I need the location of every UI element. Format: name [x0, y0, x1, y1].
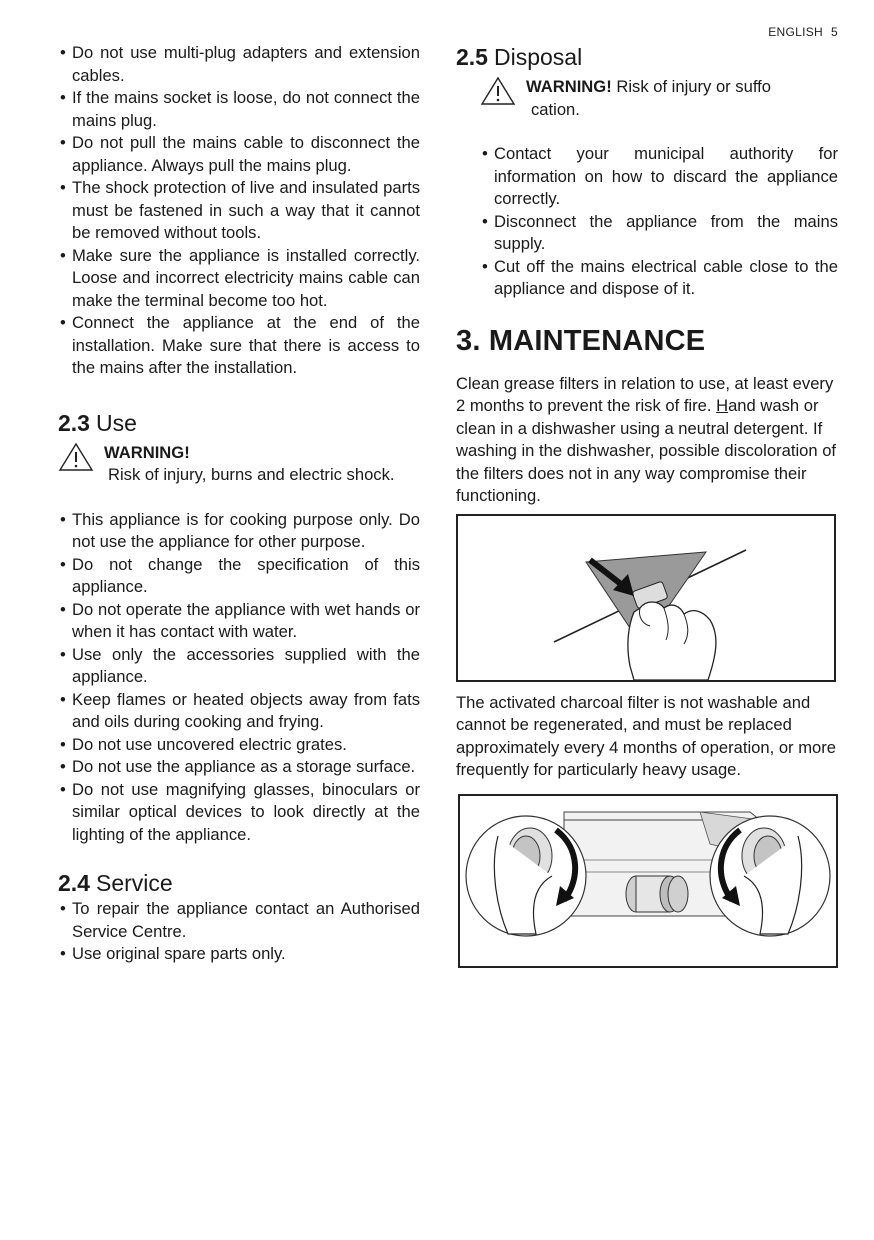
list-item: • Disconnect the appliance from the mains supply.	[480, 211, 838, 256]
list-item: • Keep flames or heated objects away from fats and oils during cooking and frying.	[58, 689, 420, 734]
header-language: ENGLISH	[768, 25, 824, 39]
charcoal-filter-illustration	[458, 794, 838, 968]
section-heading-disposal	[456, 42, 838, 72]
warning-label: WARNING!	[526, 77, 612, 96]
warning-triangle-icon	[58, 442, 94, 472]
list-item: • Do not use magnifying glasses, binoculars or similar optical devices to look directly at the lighting of the appliance.	[58, 779, 420, 847]
paragraph-text-underlined: H	[716, 396, 729, 415]
list-item: • Make sure the appliance is installed correctly. Loose and incorrect electricity mains cable can make the terminal become too hot.	[58, 245, 420, 313]
paragraph-text: and wash or clean in a dishwasher using a neutral detergent. If washing in the dishwasher, possible discoloration of the filters does not in any way compromise their functioning.	[456, 396, 837, 505]
section-heading-use	[58, 408, 420, 438]
disposal-bullet-list	[456, 143, 838, 301]
warning-text-continued: cation.	[531, 99, 580, 119]
grease-filter-illustration	[456, 514, 836, 682]
list-item: • Cut off the mains electrical cable close to the appliance and dispose of it.	[480, 256, 838, 301]
list-item: • Use only the accessories supplied with the appliance.	[58, 644, 420, 689]
list-item: • Connect the appliance at the end of the installation. Make sure that there is access to the mains after the installation.	[58, 312, 420, 380]
maintenance-paragraph-1	[456, 373, 838, 508]
list-item: • To repair the appliance contact an Authorised Service Centre.	[58, 898, 420, 943]
section-heading-service	[58, 868, 420, 898]
left-column	[58, 42, 420, 966]
section-number: 2.3	[58, 409, 90, 436]
warning-triangle-icon	[480, 76, 516, 106]
right-column	[456, 42, 838, 968]
warning-box-disposal	[456, 76, 838, 121]
list-item: • Use original spare parts only.	[58, 943, 420, 966]
warning-label: WARNING!	[104, 442, 190, 462]
grease-filter-removal-illustration-icon	[458, 516, 834, 680]
section-number: 2.4	[58, 870, 90, 896]
warning-text: Risk of injury, burns and electric shock.	[108, 465, 395, 484]
list-item: • Contact your municipal authority for information on how to discard the appliance correctly.	[480, 143, 838, 211]
list-item: • Do not use uncovered electric grates.	[58, 734, 420, 757]
paragraph-text: Clean grease filters in relation to use, at least every 2 months to prevent the risk of fire.	[456, 373, 834, 415]
warning-box-use	[58, 442, 420, 487]
use-bullet-list	[58, 509, 420, 847]
list-item: • Do not use multi-plug adapters and extension cables.	[58, 42, 420, 87]
list-item: • The shock protection of live and insulated parts must be fastened in such a way that it cannot be removed without tools.	[58, 177, 420, 245]
section-number: 2.5	[456, 44, 488, 70]
section-title: Service	[95, 870, 173, 896]
list-item: • If the mains socket is loose, do not connect the mains plug.	[58, 87, 420, 132]
maintenance-paragraph-2: The activated charcoal filter is not washable and cannot be regenerated, and must be replaced approximately every 4 months of operation, or more frequently for particularly heavy usage.	[456, 692, 836, 779]
section-title: Disposal	[493, 44, 583, 70]
section-title: Use	[95, 409, 137, 436]
list-item: • Do not pull the mains cable to disconnect the appliance. Always pull the mains plug.	[58, 132, 420, 177]
service-bullet-list	[58, 898, 420, 966]
page-number: 5	[831, 25, 838, 39]
page-header	[768, 25, 838, 39]
chapter-heading-maintenance: 3. MAINTENANCE	[456, 324, 706, 357]
list-item: • This appliance is for cooking purpose only. Do not use the appliance for other purpose.	[58, 509, 420, 554]
list-item: • Do not change the specification of this appliance.	[58, 554, 420, 599]
list-item: • Do not operate the appliance with wet hands or when it has contact with water.	[58, 599, 420, 644]
warning-text: Risk of injury or suffo	[616, 77, 771, 96]
list-item: • Do not use the appliance as a storage surface.	[58, 756, 420, 779]
warning-line	[526, 76, 838, 99]
intro-bullet-list	[58, 42, 420, 380]
charcoal-filter-replacement-illustration-icon	[460, 796, 836, 966]
